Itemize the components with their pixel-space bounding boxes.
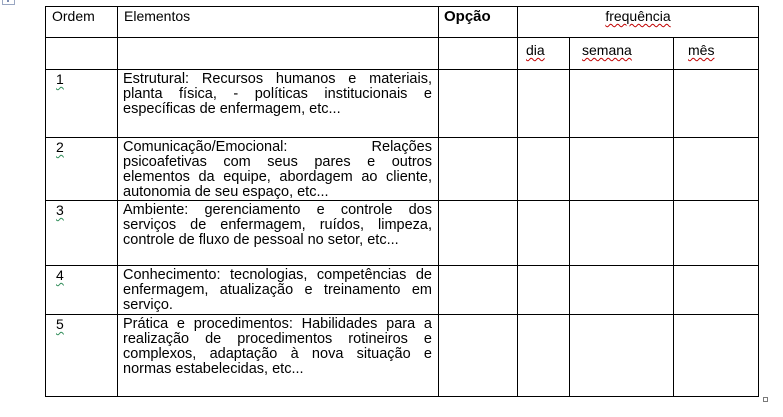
table-row [46,70,759,138]
table-row [46,201,759,266]
subheader-dia: dia [518,38,570,70]
row-number: 3 [46,201,118,266]
cell-opcao[interactable] [439,201,518,266]
row-element-text: Comunicação/Emocional: Relações psicoafetivas com seus pares e outros elementos da equipe, abordagem ao cliente, autonomia de seu espaço, etc... [118,138,439,201]
cell-dia[interactable] [518,138,570,201]
cell-dia[interactable] [518,70,570,138]
cell-dia[interactable] [518,201,570,266]
table-resize-handle[interactable] [763,397,768,402]
row-element-text: Estrutural: Recursos humanos e materiais, planta física, - políticas institucionais e específicas de enfermagem, etc... [118,70,439,138]
subheader-empty-opcao [439,38,518,70]
cell-opcao[interactable] [439,70,518,138]
row-number: 1 [46,70,118,138]
subheader-semana: semana [570,38,674,70]
cell-semana[interactable] [570,201,674,266]
cell-opcao[interactable] [439,266,518,315]
header-opcao: Opção [439,7,518,38]
questionnaire-table [45,6,759,397]
subheader-row [46,38,759,70]
cell-mes[interactable] [674,315,759,397]
row-number: 4 [46,266,118,315]
cell-opcao[interactable] [439,138,518,201]
header-ordem: Ordem [46,7,118,38]
subheader-empty-ordem [46,38,118,70]
row-element-text: Conhecimento: tecnologias, competências de enfermagem, atualização e treinamento em serviço. [118,266,439,315]
table-row [46,315,759,397]
table-row [46,138,759,201]
cell-semana[interactable] [570,266,674,315]
cell-dia[interactable] [518,266,570,315]
cell-mes[interactable] [674,70,759,138]
cell-mes[interactable] [674,201,759,266]
header-elementos: Elementos [118,7,439,38]
cell-mes[interactable] [674,266,759,315]
cell-mes[interactable] [674,138,759,201]
row-element-text: Prática e procedimentos: Habilidades para a realização de procedimentos rotineiros e complexos, adaptação à nova situação e normas estabelecidas, etc... [118,315,439,397]
cell-opcao[interactable] [439,315,518,397]
table-row [46,266,759,315]
row-number: 5 [46,315,118,397]
cell-semana[interactable] [570,138,674,201]
anchor-marker [2,0,15,5]
cell-semana[interactable] [570,315,674,397]
cell-dia[interactable] [518,315,570,397]
header-row [46,7,759,38]
row-element-text: Ambiente: gerenciamento e controle dos serviços de enfermagem, ruídos, limpeza, controle de fluxo de pessoal no setor, etc... [118,201,439,266]
subheader-mes: mês [674,38,759,70]
row-number: 2 [46,138,118,201]
header-frequencia-label: frequência [605,8,671,24]
cell-semana[interactable] [570,70,674,138]
header-frequencia [518,7,759,38]
subheader-empty-elementos [118,38,439,70]
